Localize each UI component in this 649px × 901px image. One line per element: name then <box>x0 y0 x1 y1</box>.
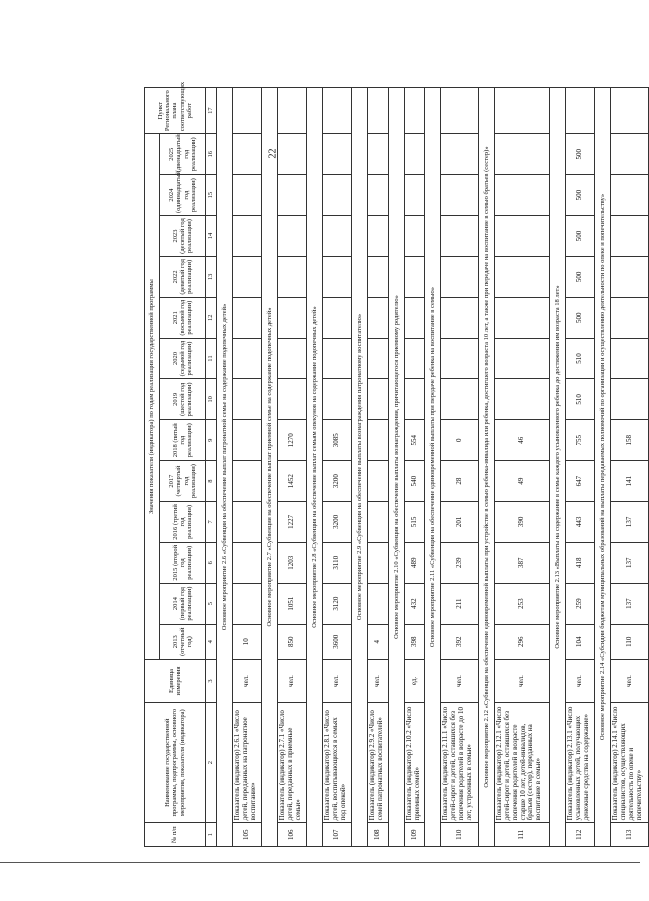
column-number: 16 <box>206 134 217 175</box>
column-number: 12 <box>206 297 217 338</box>
header-year: 2013 (отчетный год) <box>160 624 206 659</box>
value-cell: 3600 <box>323 624 352 659</box>
value-cell: 3120 <box>323 583 352 624</box>
event-title: Основное мероприятие 2.12 «Субвенция на обеспечение единовременной выплаты при устройстве в семью ребенка-инвалида или ребенка, достигшего возраста 10 лет, а также при передаче на воспитание в семью братьев (сестер)» <box>479 88 495 847</box>
value-cell: 500 <box>566 216 595 257</box>
value-cell: 647 <box>566 461 595 502</box>
event-row <box>262 88 278 847</box>
event-title: Основное мероприятие 2.11 «Субвенция на обеспечение единовременной выплаты при передаче ребенка на воспитание в семью» <box>425 88 441 847</box>
unit-cell: чел. <box>566 660 595 703</box>
value-cell: 418 <box>566 542 595 583</box>
unit-cell: чел. <box>441 660 479 703</box>
value-cell: 137 <box>611 583 649 624</box>
value-cell <box>368 583 389 624</box>
value-cell <box>233 420 262 461</box>
value-cell <box>611 216 649 257</box>
plan-link-cell <box>233 88 262 134</box>
value-cell: 49 <box>495 461 550 502</box>
column-number: 11 <box>206 338 217 379</box>
header-year: 2025 (двенадцатый год реализации) <box>160 134 206 175</box>
value-cell: 110 <box>611 624 649 659</box>
value-cell: 443 <box>566 502 595 543</box>
event-title: Основное мероприятие 2.7 «Субвенция на обеспечение выплат приемной семье на содержание подопечных детей» <box>262 88 278 847</box>
event-row <box>479 88 495 847</box>
value-cell <box>323 297 352 338</box>
column-number: 5 <box>206 583 217 624</box>
value-cell <box>368 420 389 461</box>
value-cell <box>233 256 262 297</box>
event-row <box>307 88 323 847</box>
row-number: 107 <box>323 823 352 847</box>
plan-link-cell <box>441 88 479 134</box>
value-cell <box>441 338 479 379</box>
indicator-row <box>233 88 262 847</box>
value-cell <box>368 297 389 338</box>
unit-cell: чел. <box>233 660 262 703</box>
value-cell: 1051 <box>278 583 307 624</box>
event-row <box>595 88 611 847</box>
value-cell <box>368 461 389 502</box>
value-cell: 540 <box>404 461 425 502</box>
value-cell <box>323 379 352 420</box>
value-cell <box>495 379 550 420</box>
indicator-name: Показатель (индикатор) 2.8.1 «Число детей, воспитывающихся в семьях под опекой» <box>323 702 352 822</box>
value-cell <box>611 175 649 216</box>
table-body <box>145 81 649 847</box>
header-year: 2019 (шестой год реализации) <box>160 379 206 420</box>
bottom-rule <box>0 862 640 863</box>
page-number: 22 <box>267 148 279 159</box>
value-cell: 392 <box>441 624 479 659</box>
value-cell <box>368 256 389 297</box>
header-year: 2014 (первый год реализации) <box>160 583 206 624</box>
value-cell <box>404 256 425 297</box>
row-number: 111 <box>495 823 550 847</box>
value-cell: 850 <box>278 624 307 659</box>
value-cell: 137 <box>611 502 649 543</box>
indicator-name: Показатель (индикатор) 2.12.1 «Число детей-сирот и детей, оставшихся без попечения родителей в возрасте старше 10 лет, детей-инвалидов, братьев (сестер), переданных на воспитание в семьи» <box>495 702 550 822</box>
column-number: 13 <box>206 256 217 297</box>
plan-link-cell <box>566 88 595 134</box>
value-cell <box>323 216 352 257</box>
column-number: 15 <box>206 175 217 216</box>
unit-cell: ед. <box>404 660 425 703</box>
value-cell: 554 <box>404 420 425 461</box>
value-cell <box>278 256 307 297</box>
row-number: 112 <box>566 823 595 847</box>
indicator-name: Показатель (индикатор) 2.6.1 «Число детей, переданных на патронатное воспитание» <box>233 702 262 822</box>
value-cell: 46 <box>495 420 550 461</box>
plan-link-cell <box>323 88 352 134</box>
value-cell: 432 <box>404 583 425 624</box>
row-number: 108 <box>368 823 389 847</box>
event-row <box>388 88 404 847</box>
event-row <box>550 88 566 847</box>
value-cell <box>441 216 479 257</box>
value-cell <box>404 175 425 216</box>
value-cell: 158 <box>611 420 649 461</box>
value-cell: 1270 <box>278 420 307 461</box>
header-plan-link: Пункт Регионального плана соответствующих работ <box>145 88 206 134</box>
unit-cell: чел. <box>611 660 649 703</box>
header-unit: Единица измерения <box>145 660 206 703</box>
value-cell <box>368 175 389 216</box>
value-cell <box>323 175 352 216</box>
value-cell <box>441 256 479 297</box>
rotated-table-wrapper <box>144 81 649 847</box>
value-cell: 239 <box>441 542 479 583</box>
value-cell: 500 <box>566 134 595 175</box>
row-number: 105 <box>233 823 262 847</box>
header-year: 2020 (седьмой год реализации) <box>160 338 206 379</box>
indicator-name: Показатель (индикатор) 2.13.1 «Число усыновленных детей, получающих денежные средства на содержание» <box>566 702 595 822</box>
value-cell <box>233 583 262 624</box>
header-year: 2024 (одиннадцатый год реализации) <box>160 175 206 216</box>
value-cell <box>278 175 307 216</box>
value-cell <box>233 297 262 338</box>
column-number: 9 <box>206 420 217 461</box>
value-cell: 253 <box>495 583 550 624</box>
value-cell <box>278 216 307 257</box>
value-cell: 3085 <box>323 420 352 461</box>
unit-cell: чел. <box>495 660 550 703</box>
value-cell <box>233 542 262 583</box>
value-cell <box>611 256 649 297</box>
column-number: 2 <box>206 702 217 822</box>
value-cell: 0 <box>441 420 479 461</box>
row-number: 109 <box>404 823 425 847</box>
event-row <box>425 88 441 847</box>
value-cell: 3200 <box>323 502 352 543</box>
value-cell: 104 <box>566 624 595 659</box>
value-cell <box>233 134 262 175</box>
column-number: 17 <box>206 88 217 134</box>
row-number: 110 <box>441 823 479 847</box>
header-year: 2015 (второй год реализации) <box>160 542 206 583</box>
value-cell: 3200 <box>323 461 352 502</box>
value-cell <box>404 379 425 420</box>
event-row <box>352 88 368 847</box>
value-cell: 515 <box>404 502 425 543</box>
event-title: Основное мероприятие 2.8 «Субвенция на обеспечение выплат семьям опекунов на содержание подопечных детей» <box>307 88 323 847</box>
value-cell: 1203 <box>278 542 307 583</box>
value-cell <box>441 379 479 420</box>
plan-link-cell <box>368 88 389 134</box>
value-cell <box>404 216 425 257</box>
value-cell <box>611 297 649 338</box>
indicator-name: Показатель (индикатор) 2.11.1 «Число детей-сирот и детей, оставшихся без попечения родителей в возрасте до 10 лет, устроенных в семьи» <box>441 702 479 822</box>
value-cell <box>233 379 262 420</box>
column-number: 3 <box>206 660 217 703</box>
value-cell: 201 <box>441 502 479 543</box>
header-year: 2022 (девятый год реализации) <box>160 256 206 297</box>
value-cell: 500 <box>566 256 595 297</box>
row-number: 106 <box>278 823 307 847</box>
value-cell <box>495 175 550 216</box>
event-row <box>217 88 233 847</box>
value-cell <box>368 216 389 257</box>
value-cell <box>233 461 262 502</box>
value-cell <box>368 379 389 420</box>
value-cell <box>233 338 262 379</box>
plan-link-cell <box>278 88 307 134</box>
value-cell <box>495 297 550 338</box>
header-year: 2016 (третий год реализации) <box>160 502 206 543</box>
event-title: Основное мероприятие 2.10 «Субвенция на обеспечение выплаты вознаграждения, причитающегося приемному родителю» <box>388 88 404 847</box>
event-title: Основное мероприятие 2.14 «Субсидии бюджетам муниципальных образований на выплаты передаваемых полномочий по организации и осуществлению деятельности по опеке и попечительству» <box>595 88 611 847</box>
value-cell <box>495 216 550 257</box>
header-no: № п/п <box>145 823 206 847</box>
value-cell: 500 <box>566 175 595 216</box>
indicator-name: Показатель (индикатор) 2.14.1 «Число специалистов, осуществляющих деятельность по опеке и попечительству» <box>611 702 649 822</box>
column-number: 10 <box>206 379 217 420</box>
header-year: 2017 (четвертый год реализации) <box>160 461 206 502</box>
plan-link-cell <box>404 88 425 134</box>
unit-cell: чел. <box>368 660 389 703</box>
value-cell <box>323 134 352 175</box>
indicator-row <box>495 88 550 847</box>
event-title: Основное мероприятие 2.13 «Выплаты на содержание в семье каждого усыновленного ребенка до достижения им возраста 18 лет» <box>550 88 566 847</box>
header-row <box>145 88 160 847</box>
event-title: Основное мероприятие 2.9 «Субвенция на обеспечение выплаты вознаграждения патронатному воспитателю» <box>352 88 368 847</box>
header-year: 2018 (пятый год реализации) <box>160 420 206 461</box>
column-number: 7 <box>206 502 217 543</box>
value-cell: 137 <box>611 542 649 583</box>
value-cell <box>278 338 307 379</box>
value-cell: 398 <box>404 624 425 659</box>
indicator-row <box>611 88 649 847</box>
unit-cell: чел. <box>323 660 352 703</box>
value-cell: 296 <box>495 624 550 659</box>
value-cell: 387 <box>495 542 550 583</box>
value-cell <box>441 134 479 175</box>
indicator-name: Показатель (индикатор) 2.7.1 «Число детей, переданных в приемные семьи» <box>278 702 307 822</box>
value-cell: 1452 <box>278 461 307 502</box>
plan-link-cell <box>611 88 649 134</box>
indicator-name: Показатель (индикатор) 2.10.2 «Число приемных семей» <box>404 702 425 822</box>
value-cell: 390 <box>495 502 550 543</box>
value-cell: 259 <box>566 583 595 624</box>
value-cell <box>368 338 389 379</box>
value-cell <box>611 338 649 379</box>
column-number-row <box>206 88 217 847</box>
indicators-table <box>144 81 649 847</box>
value-cell <box>233 175 262 216</box>
value-cell <box>404 297 425 338</box>
value-cell <box>278 297 307 338</box>
indicator-name: Показатель (индикатор) 2.9.2 «Число семей патронатных воспитателей» <box>368 702 389 822</box>
column-number: 6 <box>206 542 217 583</box>
row-number: 113 <box>611 823 649 847</box>
value-cell: 489 <box>404 542 425 583</box>
value-cell <box>233 502 262 543</box>
value-cell <box>495 338 550 379</box>
value-cell: 28 <box>441 461 479 502</box>
value-cell: 755 <box>566 420 595 461</box>
event-title: Основное мероприятие 2.6 «Субвенция на обеспечение выплат патронатной семье на содержание подопечных детей» <box>217 88 233 847</box>
value-cell <box>441 297 479 338</box>
indicator-row <box>441 88 479 847</box>
value-cell <box>278 379 307 420</box>
value-cell: 510 <box>566 338 595 379</box>
value-cell <box>323 338 352 379</box>
header-year: 2021 (восьмой год реализации) <box>160 297 206 338</box>
indicator-row <box>368 88 389 847</box>
value-cell <box>323 256 352 297</box>
plan-link-cell <box>495 88 550 134</box>
column-number: 8 <box>206 461 217 502</box>
value-cell: 3110 <box>323 542 352 583</box>
value-cell: 4 <box>368 624 389 659</box>
value-cell <box>368 134 389 175</box>
value-cell <box>404 134 425 175</box>
value-cell: 500 <box>566 297 595 338</box>
column-number: 1 <box>206 823 217 847</box>
value-cell: 141 <box>611 461 649 502</box>
indicator-row <box>404 88 425 847</box>
value-cell <box>441 175 479 216</box>
value-cell <box>368 502 389 543</box>
header-name: Наименование государственной программы, подпрограммы, основного мероприятия, показателя (индикатора) <box>145 702 206 822</box>
value-cell: 1227 <box>278 502 307 543</box>
value-cell <box>495 134 550 175</box>
column-number: 4 <box>206 624 217 659</box>
value-cell: 10 <box>233 624 262 659</box>
value-cell <box>404 338 425 379</box>
value-cell <box>368 542 389 583</box>
value-cell <box>611 379 649 420</box>
value-cell <box>233 216 262 257</box>
value-cell <box>611 134 649 175</box>
value-cell: 211 <box>441 583 479 624</box>
unit-cell: чел. <box>278 660 307 703</box>
indicator-row <box>566 88 595 847</box>
header-values-group: Значения показателя (индикатора) по годам реализации государственной программы <box>145 134 160 660</box>
value-cell: 510 <box>566 379 595 420</box>
column-number: 14 <box>206 216 217 257</box>
indicator-row <box>278 88 307 847</box>
indicator-row <box>323 88 352 847</box>
value-cell <box>495 256 550 297</box>
header-year: 2023 (десятый год реализации) <box>160 216 206 257</box>
value-cell <box>278 134 307 175</box>
